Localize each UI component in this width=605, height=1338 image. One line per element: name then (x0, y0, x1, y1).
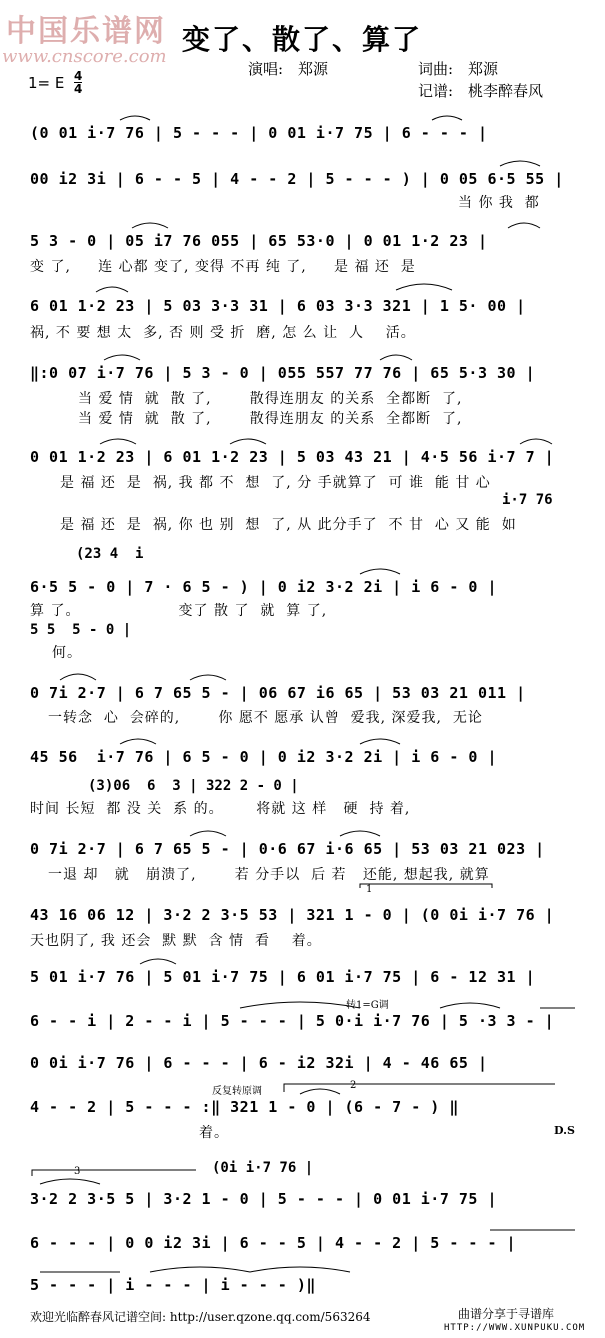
lyric-row-15: 着。 (30, 1125, 229, 1141)
score-row-18: 5 - - - | i - - - | i - - - )‖ (30, 1276, 316, 1294)
singer-name: 郑源 (298, 60, 329, 78)
lyric-row-6a: 是 福 还 是 祸, 我 都 不 想 了, 分 手就算了 可 谁 能 甘 心 (60, 475, 491, 491)
score-row-6: 0 01 1·2 23 | 6 01 1·2 23 | 5 03 43 21 | 4·5 56 i·7 7 | (30, 448, 555, 466)
score-row-11: 43 16 06 12 | 3·2 2 3·5 53 | 321 1 - 0 | (0 0i i·7 76 | (30, 906, 555, 924)
volta-2: 2 (350, 1080, 357, 1091)
footer-source: 曲谱分享于寻谱库 (458, 1307, 555, 1321)
score-row-17: 6 - - - | 0 0 i2 3i | 6 - - 5 | 4 - - 2 | 5 - - - | (30, 1234, 517, 1252)
volta-1: 1 (366, 884, 373, 895)
score-row-7-extra: (23 4 i (76, 546, 144, 562)
lyric-row-5b: 当 爱 情 就 散 了, 散得连朋友 的关系 全都断 了, (78, 411, 463, 427)
score-row-3: 5 3 - 0 | 05 i7 76 055 | 65 53·0 | 0 01 1·2 23 | (30, 232, 488, 250)
lyric-row-2: 当 你 我 都 (458, 195, 540, 211)
score-row-7-alt: 5 5 5 - 0 | (30, 622, 132, 638)
score-row-7: 6·5 5 - 0 | 7 · 6 5 - ) | 0 i2 3·2 2i | i 6 - 0 | (30, 578, 498, 596)
time-signature: 4 4 (74, 69, 83, 96)
repeat-original-mark: 反复转原调 (212, 1086, 262, 1097)
lyric-row-11: 天也阴了, 我 还会 默 默 含 情 看 着。 (30, 933, 322, 949)
score-row-9: 45 56 i·7 76 | 6 5 - 0 | 0 i2 3·2 2i | i 6 - 0 | (30, 748, 498, 766)
lyric-row-4: 祸, 不 要 想 太 多, 否 则 受 折 磨, 怎 么 让 人 活。 (30, 325, 416, 341)
ds-mark: D.S (554, 1124, 575, 1137)
transcriber-name: 桃李醉春风 (468, 82, 544, 100)
score-row-12: 5 01 i·7 76 | 5 01 i·7 75 | 6 01 i·7 75 | 6 - 12 31 | (30, 968, 536, 986)
score-row-2: 00 i2 3i | 6 - - 5 | 4 - - 2 | 5 - - - ) | 0 05 6·5 55 | (30, 170, 564, 188)
score-row-13: 6 - - i | 2 - - i | 5 - - - | 5 0·i i·7 76 | 5 ·3 3 - | (30, 1012, 555, 1030)
score-row-8: 0 7i 2·7 | 6 7 65 5 - | 06 67 i6 65 | 53 03 21 011 | (30, 684, 526, 702)
song-title: 变了、散了、算了 (182, 23, 423, 56)
coda-extra: (0i i·7 76 | (212, 1160, 314, 1176)
footer-source-url: HTTP://WWW.XUNPUKU.COM (444, 1323, 586, 1333)
lyric-row-6b: 是 福 还 是 祸, 你 也 别 想 了, 从 此分手了 不 甘 心 又 能 如 (60, 517, 517, 533)
watermark-url: www.cnscore.com (2, 46, 167, 67)
score-row-10: 0 7i 2·7 | 6 7 65 5 - | 0·6 67 i·6 65 | 53 03 21 023 | (30, 840, 545, 858)
score-row-14: 0 0i i·7 76 | 6 - - - | 6 - i2 32i | 4 - 46 65 | (30, 1054, 488, 1072)
score-row-15: 4 - - 2 | 5 - - - :‖ 321 1 - 0 | (6 - 7 - ) ‖ (30, 1098, 459, 1116)
lyricist-name: 郑源 (468, 60, 499, 78)
lyricist-label: 词曲: (418, 60, 454, 78)
lyric-row-10: 一退 却 就 崩溃了, 若 分手以 后 若 还能, 想起我, 就算 (48, 867, 490, 883)
lyric-row-9: 时间 长短 都 没 关 系 的。 将就 这 样 硬 持 着, (30, 801, 411, 817)
score-row-9-extra: (3)06 6 3 | 322 2 - 0 | (88, 778, 299, 794)
footer-credit: 欢迎光临醉春风记谱空间: http://user.qzone.qq.com/563264 (30, 1310, 371, 1324)
watermark-logo: 中国乐谱网 (6, 14, 166, 49)
volta-3: 3 (74, 1166, 81, 1177)
key-signature: 1= E (28, 74, 65, 92)
score-row-4: 6 01 1·2 23 | 5 03 3·3 31 | 6 03 3·3 321 | 1 5· 00 | (30, 297, 526, 315)
score-row-6-extra: i·7 76 (502, 492, 553, 508)
lyric-row-7-alt: 何。 (52, 645, 82, 661)
lyric-row-8: 一转念 心 会碎的, 你 愿不 愿承 认曾 爱我, 深爱我, 无论 (48, 710, 483, 726)
lyric-row-5a: 当 爱 情 就 散 了, 散得连朋友 的关系 全都断 了, (78, 391, 463, 407)
key-change-mark: 转1=G调 (346, 1000, 389, 1011)
score-row-1: (0 01 i·7 76 | 5 - - - | 0 01 i·7 75 | 6 - - - | (30, 124, 488, 142)
singer-label: 演唱: (248, 60, 284, 78)
score-row-16: 3·2 2 3·5 5 | 3·2 1 - 0 | 5 - - - | 0 01 i·7 75 | (30, 1190, 498, 1208)
transcriber-label: 记谱: (418, 82, 454, 100)
lyric-row-7: 算 了。 变了 散 了 就 算 了, (30, 603, 328, 619)
score-row-5: ‖:0 07 i·7 76 | 5 3 - 0 | 055 557 77 76 | 65 5·3 30 | (30, 364, 536, 382)
lyric-row-3: 变 了, 连 心都 变了, 变得 不再 纯 了, 是 福 还 是 (30, 259, 416, 275)
